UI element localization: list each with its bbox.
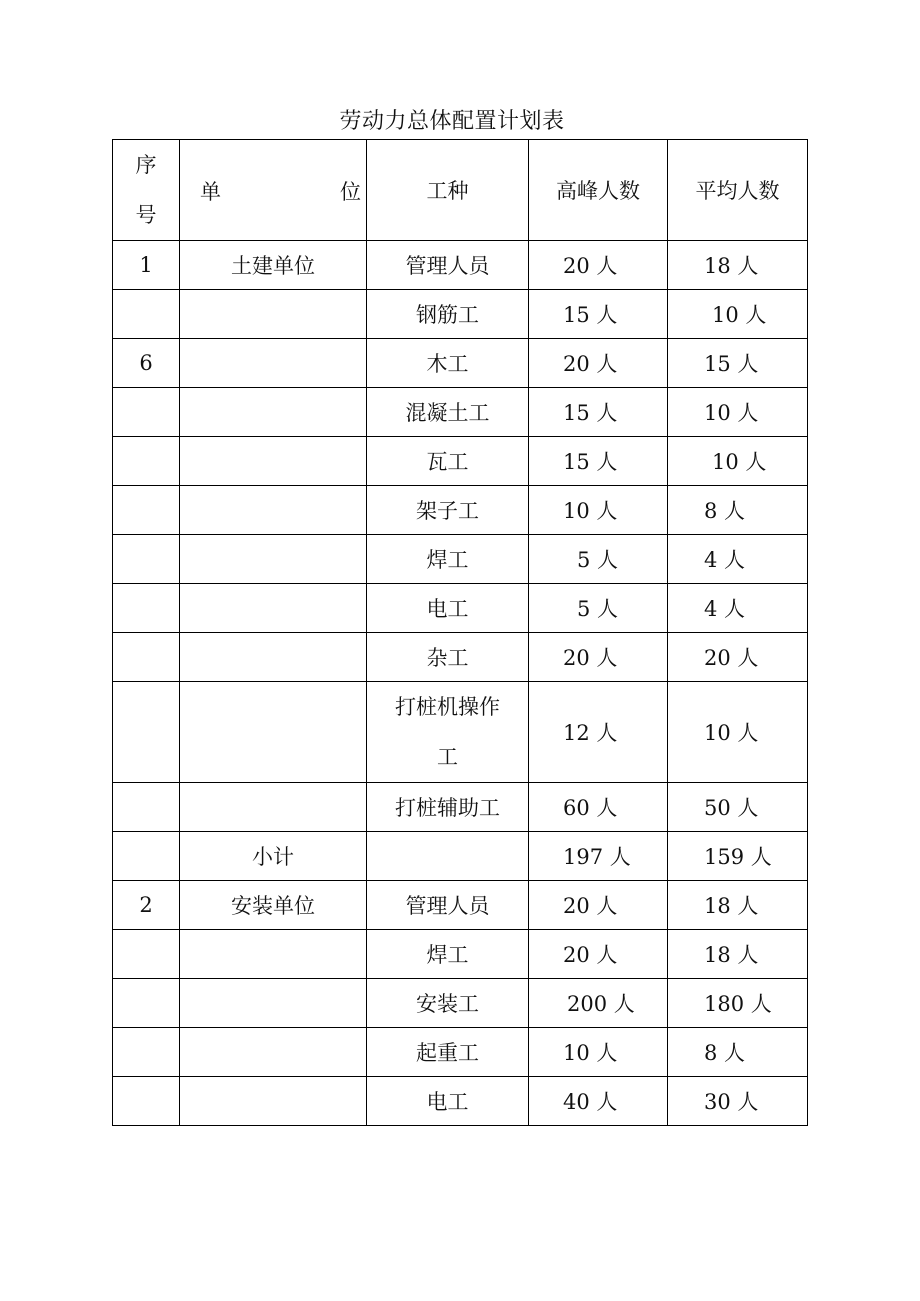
cell-trade: 钢筋工: [367, 290, 529, 339]
cell-unit: [180, 437, 367, 486]
cell-trade: 电工: [367, 584, 529, 633]
table-row: [113, 486, 808, 535]
header-trade: 工种: [367, 140, 529, 241]
cell-avg: 50 人: [668, 783, 808, 832]
cell-unit: 小计: [180, 832, 367, 881]
cell-avg: 10 人: [668, 290, 808, 339]
table-row: [113, 633, 808, 682]
cell-seq: [113, 1028, 180, 1077]
table-row: [113, 881, 808, 930]
cell-avg: 18 人: [668, 930, 808, 979]
cell-peak: 15 人: [529, 388, 668, 437]
cell-trade: 木工: [367, 339, 529, 388]
cell-unit: [180, 339, 367, 388]
cell-unit: [180, 682, 367, 783]
cell-seq: [113, 290, 180, 339]
cell-unit: [180, 783, 367, 832]
cell-peak: 200 人: [529, 979, 668, 1028]
cell-trade: 起重工: [367, 1028, 529, 1077]
cell-avg: 4 人: [668, 535, 808, 584]
cell-peak: 15 人: [529, 437, 668, 486]
cell-seq: [113, 979, 180, 1028]
cell-seq: [113, 584, 180, 633]
cell-seq: 2: [113, 881, 180, 930]
cell-unit: [180, 633, 367, 682]
cell-seq: 1: [113, 241, 180, 290]
cell-avg: 4 人: [668, 584, 808, 633]
cell-avg: 18 人: [668, 241, 808, 290]
table-row: [113, 979, 808, 1028]
cell-trade: 焊工: [367, 930, 529, 979]
table-row: [113, 682, 808, 783]
cell-trade: 瓦工: [367, 437, 529, 486]
page-title: 劳动力总体配置计划表: [339, 109, 565, 134]
cell-seq: [113, 437, 180, 486]
cell-peak: 40 人: [529, 1077, 668, 1126]
cell-peak: 15 人: [529, 290, 668, 339]
cell-peak: 10 人: [529, 486, 668, 535]
subtotal-row: [113, 832, 808, 881]
cell-seq: [113, 486, 180, 535]
cell-peak: 60 人: [529, 783, 668, 832]
cell-seq: [113, 1077, 180, 1126]
cell-seq: [113, 832, 180, 881]
cell-seq: [113, 682, 180, 783]
cell-unit: [180, 388, 367, 437]
cell-avg: 10 人: [668, 388, 808, 437]
labor-plan-table: [112, 139, 808, 1126]
header-peak: 高峰人数: [529, 140, 668, 241]
cell-unit: [180, 1077, 367, 1126]
cell-unit: [180, 930, 367, 979]
cell-trade: 架子工: [367, 486, 529, 535]
cell-unit: [180, 486, 367, 535]
cell-avg: 159 人: [668, 832, 808, 881]
cell-trade: 杂工: [367, 633, 529, 682]
cell-peak: 5 人: [529, 535, 668, 584]
cell-peak: 197 人: [529, 832, 668, 881]
cell-trade: 管理人员: [367, 241, 529, 290]
table-row: [113, 437, 808, 486]
cell-seq: 6: [113, 339, 180, 388]
cell-peak: 10 人: [529, 1028, 668, 1077]
cell-unit: [180, 584, 367, 633]
header-unit: 单 位: [180, 140, 367, 241]
table-row: [113, 535, 808, 584]
cell-trade: 焊工: [367, 535, 529, 584]
cell-avg: 20 人: [668, 633, 808, 682]
header-avg: 平均人数: [668, 140, 808, 241]
cell-trade: 管理人员: [367, 881, 529, 930]
table-row: [113, 930, 808, 979]
cell-avg: 10 人: [668, 682, 808, 783]
cell-avg: 8 人: [668, 486, 808, 535]
table-row: [113, 388, 808, 437]
cell-peak: 20 人: [529, 881, 668, 930]
cell-avg: 8 人: [668, 1028, 808, 1077]
cell-trade: 混凝土工: [367, 388, 529, 437]
cell-avg: 180 人: [668, 979, 808, 1028]
table-row: [113, 339, 808, 388]
cell-trade: [367, 832, 529, 881]
cell-trade: 电工: [367, 1077, 529, 1126]
cell-trade: 安装工: [367, 979, 529, 1028]
cell-avg: 15 人: [668, 339, 808, 388]
cell-seq: [113, 783, 180, 832]
table-row: [113, 783, 808, 832]
cell-avg: 30 人: [668, 1077, 808, 1126]
cell-unit: [180, 290, 367, 339]
cell-unit: 土建单位: [180, 241, 367, 290]
cell-seq: [113, 535, 180, 584]
table-row: [113, 290, 808, 339]
header-seq: 序 号: [113, 140, 180, 241]
cell-peak: 12 人: [529, 682, 668, 783]
table-row: [113, 1028, 808, 1077]
cell-trade: 打桩辅助工: [367, 783, 529, 832]
cell-unit: [180, 979, 367, 1028]
table-row: [113, 241, 808, 290]
cell-unit: [180, 535, 367, 584]
cell-seq: [113, 633, 180, 682]
cell-trade-text: 打桩机操作工: [395, 695, 500, 769]
header-row: [113, 140, 808, 241]
cell-peak: 20 人: [529, 930, 668, 979]
table-row: [113, 1077, 808, 1126]
cell-seq: [113, 930, 180, 979]
table-row: [113, 584, 808, 633]
cell-peak: 20 人: [529, 339, 668, 388]
cell-unit: [180, 1028, 367, 1077]
cell-avg: 10 人: [668, 437, 808, 486]
cell-peak: 20 人: [529, 241, 668, 290]
cell-unit: 安装单位: [180, 881, 367, 930]
cell-trade: [367, 682, 529, 783]
cell-seq: [113, 388, 180, 437]
cell-peak: 5 人: [529, 584, 668, 633]
cell-avg: 18 人: [668, 881, 808, 930]
cell-peak: 20 人: [529, 633, 668, 682]
